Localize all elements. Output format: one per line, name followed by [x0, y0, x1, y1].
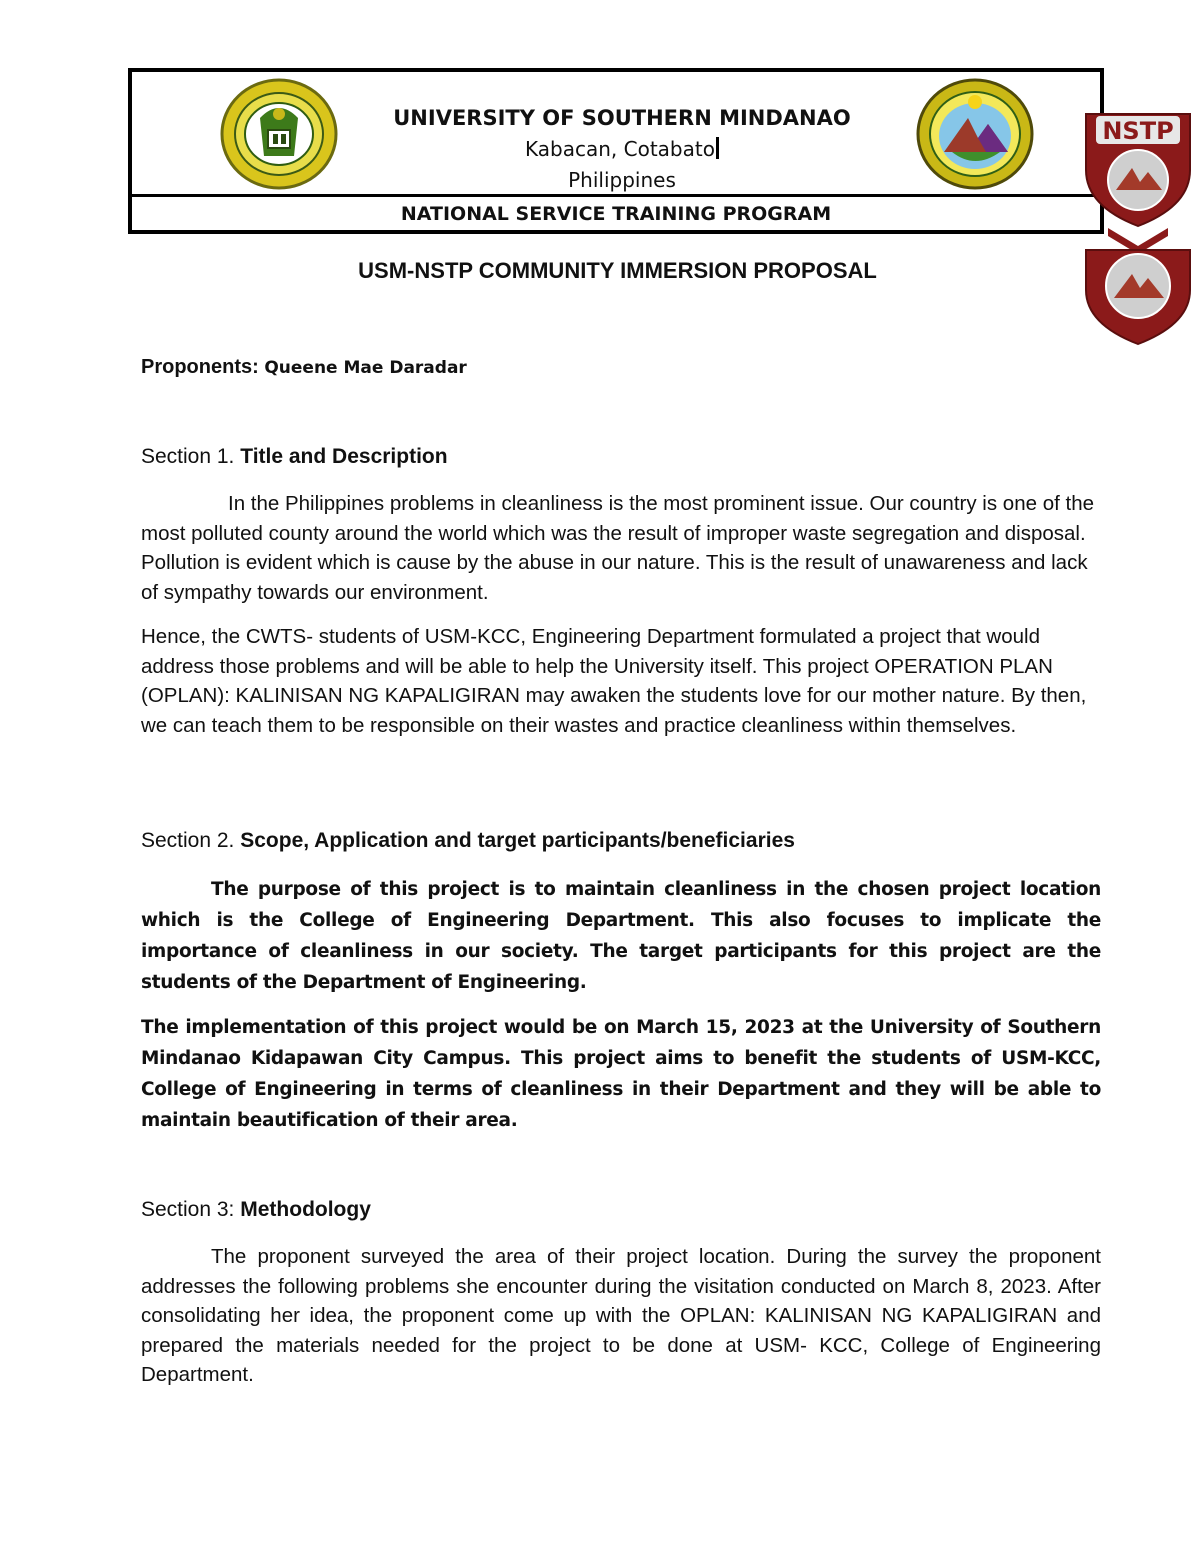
letterhead [128, 68, 1104, 234]
text-cursor-icon [716, 137, 719, 159]
nstp-shield-lower-icon [1082, 228, 1194, 346]
usm-seal-icon [220, 78, 338, 190]
section-1-paragraph-1: In the Philippines problems in cleanliness is the most prominent issue. Our country is one of the most polluted county around the world which was the result of improper waste segregation and disposal. Pollution is evident which is cause by the abuse in our nature. This is the result of unawareness and lack of sympathy towards our environment. [141, 492, 1094, 604]
university-city: Kabacan, Cotabato [362, 134, 882, 165]
program-name: NATIONAL SERVICE TRAINING PROGRAM [400, 202, 832, 225]
section-2-paragraph-1: The purpose of this project is to maintain cleanliness in the chosen project location which is the College of Engineering Department. This also focuses to implicate the importance of cleanliness in our society. The target participants for this project are the students of the Department of Engineering. [141, 879, 1101, 993]
proponents-label: Proponents: [141, 356, 259, 378]
university-text [362, 102, 882, 196]
section-3-heading: Section 3: Methodology [141, 1198, 371, 1221]
document-title: USM-NSTP COMMUNITY IMMERSION PROPOSAL [358, 258, 877, 283]
university-country: Philippines [568, 168, 676, 192]
nstp-shield-badge-icon [1082, 110, 1194, 228]
section-3-paragraph-1: The proponent surveyed the area of their project location. During the survey the proponent addresses the following problems she encounter during the visitation conducted on March 8, 2023. After consolidating her idea, the proponent come up with the OPLAN: KALINISAN NG KAPALIGIRAN and prepared the materials needed for the project to be done at USM- KCC, College of Engineering Department. [141, 1245, 1101, 1386]
university-name: UNIVERSITY OF SOUTHERN MINDANAO [393, 106, 851, 130]
nstp-badge-text: NSTP [1102, 117, 1174, 145]
proponents-line [141, 356, 467, 379]
section-1-heading: Section 1. Title and Description [141, 445, 448, 468]
proponents-name: Queene Mae Daradar [264, 358, 467, 378]
nstp-seal-icon [916, 78, 1034, 190]
section-2-paragraph-2: The implementation of this project would be on March 15, 2023 at the University of Southern Mindanao Kidapawan City Campus. This project aims to benefit the students of USM-KCC, College of Engineering in terms of cleanliness in their Department and they will be able to maintain beautification of their area. [141, 1017, 1101, 1131]
section-1-paragraph-2: Hence, the CWTS- students of USM-KCC, Engineering Department formulated a project that would address those problems and will be able to help the University itself. This project OPERATION PLAN (OPLAN): KALINISAN NG KAPALIGIRAN may awaken the students love for our mother nature. By then, we can teach them to be responsible on their wastes and practice cleanliness within themselves. [141, 625, 1087, 737]
section-2-heading: Section 2. Scope, Application and target participants/beneficiaries [141, 829, 795, 852]
letterhead-top [132, 72, 1100, 192]
